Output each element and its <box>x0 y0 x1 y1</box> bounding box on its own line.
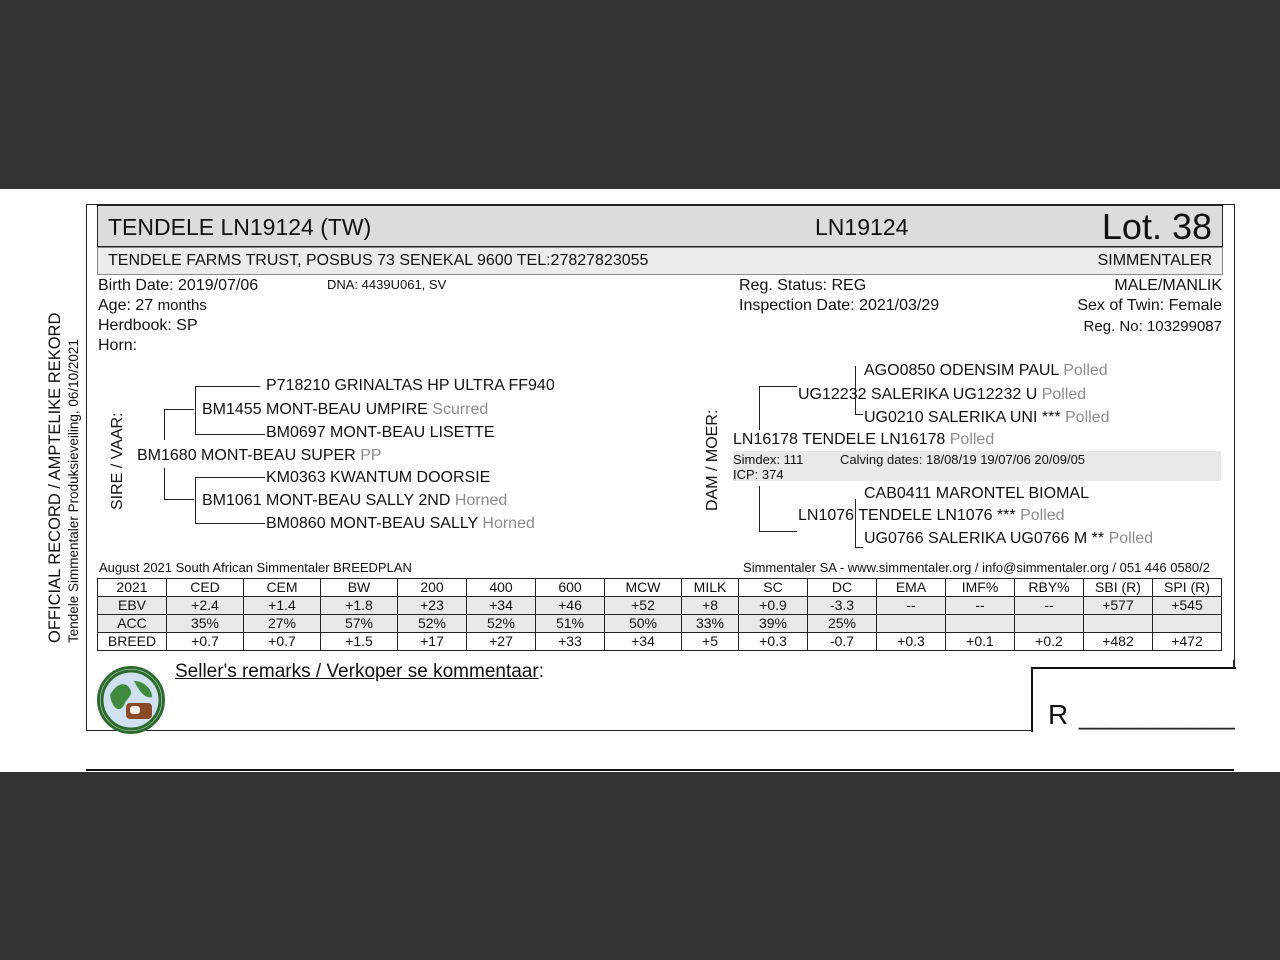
icp: ICP: 374 <box>733 467 784 482</box>
age-value: Age: 27 <box>98 297 154 314</box>
sire-gs1: BM1455 MONT-BEAU UMPIRE Scurred <box>202 401 489 418</box>
ebv-cell: 51% <box>536 615 605 633</box>
ebv-row <box>98 633 1222 651</box>
dam-gs1: UG12232 SALERIKA UG12232 U Polled <box>798 386 1087 403</box>
ebv-row-label: EBV <box>98 597 167 615</box>
ebv-cell: -0.7 <box>808 633 877 651</box>
ebv-cell: +577 <box>1084 597 1153 615</box>
ebv-cell: +0.3 <box>739 633 808 651</box>
bottom-rule <box>86 769 1234 771</box>
dam-ggd1: UG0210 SALERIKA UNI *** Polled <box>864 409 1110 426</box>
ebv-cell: 35% <box>167 615 244 633</box>
ebv-column-header: MCW <box>605 579 682 597</box>
title-bar <box>97 205 1223 247</box>
ebv-column-header: DC <box>808 579 877 597</box>
ebv-column-header: EMA <box>877 579 946 597</box>
breed-label: SIMMENTALER <box>1097 252 1212 269</box>
sellers-remarks-label: Seller's remarks / Verkoper se kommentaar: <box>175 661 544 682</box>
ebv-row <box>98 615 1222 633</box>
ebv-cell: +472 <box>1153 633 1222 651</box>
ebv-cell: +46 <box>536 597 605 615</box>
ebv-column-header: 200 <box>398 579 467 597</box>
dam-label: DAM / MOER: <box>704 409 721 511</box>
ebv-cell: +23 <box>398 597 467 615</box>
ebv-row-label: ACC <box>98 615 167 633</box>
ebv-cell: +33 <box>536 633 605 651</box>
ebv-cell <box>877 615 946 633</box>
ebv-column-header: SBI (R) <box>1084 579 1153 597</box>
ebv-cell <box>1015 615 1084 633</box>
ebv-table <box>97 578 1222 651</box>
birth-date: Birth Date: 2019/07/06 <box>98 277 259 294</box>
ebv-cell: 25% <box>808 615 877 633</box>
ebv-cell: 39% <box>739 615 808 633</box>
dam-ggs1: AGO0850 ODENSIM PAUL Polled <box>864 362 1108 379</box>
sire-ggd2: BM0860 MONT-BEAU SALLY Horned <box>266 515 535 532</box>
sire-ggs2: KM0363 KWANTUM DOORSIE <box>266 469 491 486</box>
ebv-row-label: BREED <box>98 633 167 651</box>
ebv-cell: +52 <box>605 597 682 615</box>
lot-sheet <box>0 189 1280 772</box>
ebv-cell: +17 <box>398 633 467 651</box>
ebv-column-header: 600 <box>536 579 605 597</box>
animal-reg-id: LN19124 <box>815 214 909 240</box>
simmentaler-logo <box>97 666 165 734</box>
ebv-cell <box>1153 615 1222 633</box>
horn: Horn: <box>98 337 138 354</box>
ebv-cell: +34 <box>467 597 536 615</box>
animal-name: TENDELE LN19124 (TW) <box>108 214 372 240</box>
ebv-cell: +1.4 <box>244 597 321 615</box>
sire-gd1: BM1061 MONT-BEAU SALLY 2ND Horned <box>202 492 508 509</box>
ebv-cell: +482 <box>1084 633 1153 651</box>
ebv-cell: 52% <box>467 615 536 633</box>
lot-number: Lot. 38 <box>1101 206 1212 247</box>
dam-gd1: LN1076 TENDELE LN1076 *** Polled <box>798 507 1065 524</box>
sire-name: BM1680 MONT-BEAU SUPER PP <box>137 447 382 464</box>
price-box <box>1031 667 1236 732</box>
animal-card <box>86 204 1235 731</box>
owner-info: TENDELE FARMS TRUST, POSBUS 73 SENEKAL 9600 TEL:27827823055 <box>108 252 649 269</box>
ebv-cell: 27% <box>244 615 321 633</box>
ebv-cell <box>1084 615 1153 633</box>
ebv-column-header: CEM <box>244 579 321 597</box>
dna-info: DNA: 4439U061, SV <box>327 277 447 292</box>
ebv-cell: -- <box>877 597 946 615</box>
age <box>98 297 207 315</box>
ebv-cell: -- <box>946 597 1015 615</box>
ebv-cell: +5 <box>682 633 739 651</box>
sire-ggd1: BM0697 MONT-BEAU LISETTE <box>266 424 495 441</box>
dam-name: LN16178 TENDELE LN16178 Polled <box>733 431 995 448</box>
auction-name-label: Tendele Simmentaler Produksieveiling, 06/10/2021 <box>66 339 81 643</box>
ebv-cell: +0.9 <box>739 597 808 615</box>
simdex: Simdex: 111 <box>733 452 804 467</box>
ebv-column-header: CED <box>167 579 244 597</box>
ebv-row <box>98 597 1222 615</box>
ebv-cell: +0.2 <box>1015 633 1084 651</box>
ebv-column-header: RBY% <box>1015 579 1084 597</box>
ebv-cell: +8 <box>682 597 739 615</box>
ebv-column-header: BW <box>321 579 398 597</box>
ebv-cell: +1.8 <box>321 597 398 615</box>
ebv-cell: 50% <box>605 615 682 633</box>
breedplan-source: August 2021 South African Simmentaler BREEDPLAN <box>99 560 412 575</box>
ebv-cell: 57% <box>321 615 398 633</box>
dam-ggs2: CAB0411 MARONTEL BIOMAL <box>864 485 1089 502</box>
ebv-cell: 33% <box>682 615 739 633</box>
inspection-date: Inspection Date: 2021/03/29 <box>739 297 940 314</box>
society-contact: Simmentaler SA - www.simmentaler.org / info@simmentaler.org / 051 446 0580/2 <box>743 560 1210 575</box>
ebv-cell: -3.3 <box>808 597 877 615</box>
twin-sex: Sex of Twin: Female <box>1077 297 1222 314</box>
registration-number: Reg. No: 103299087 <box>1083 318 1222 335</box>
ebv-row <box>98 579 1222 597</box>
owner-bar <box>97 247 1223 275</box>
price-blank: __________ <box>1079 699 1235 730</box>
ebv-cell: +0.3 <box>877 633 946 651</box>
calving-dates: Calving dates: 18/08/19 19/07/06 20/09/05 <box>840 452 1086 467</box>
ebv-cell: +0.1 <box>946 633 1015 651</box>
ebv-cell: -- <box>1015 597 1084 615</box>
ebv-column-header: IMF% <box>946 579 1015 597</box>
reg-status: Reg. Status: REG <box>739 277 867 294</box>
ebv-column-header: SC <box>739 579 808 597</box>
ebv-cell: +545 <box>1153 597 1222 615</box>
sex: MALE/MANLIK <box>1114 277 1222 294</box>
ebv-cell: +2.4 <box>167 597 244 615</box>
price-currency: R <box>1048 699 1069 730</box>
ebv-column-header: SPI (R) <box>1153 579 1222 597</box>
sire-ggs1: P718210 GRINALTAS HP ULTRA FF940 <box>266 377 555 394</box>
dam-ggd2: UG0766 SALERIKA UG0766 M ** Polled <box>864 530 1154 547</box>
ebv-row-label: 2021 <box>98 579 167 597</box>
ebv-cell: +1.5 <box>321 633 398 651</box>
ebv-cell: 52% <box>398 615 467 633</box>
herdbook: Herdbook: SP <box>98 317 198 334</box>
ebv-cell <box>946 615 1015 633</box>
ebv-cell: +0.7 <box>244 633 321 651</box>
ebv-cell: +34 <box>605 633 682 651</box>
ebv-column-header: 400 <box>467 579 536 597</box>
sire-label: SIRE / VAAR: <box>109 412 126 510</box>
ebv-cell: +0.7 <box>167 633 244 651</box>
ebv-cell: +27 <box>467 633 536 651</box>
age-unit: months <box>157 297 207 314</box>
official-record-label: OFFICIAL RECORD / AMPTELIKE REKORD <box>46 312 64 643</box>
ebv-column-header: MILK <box>682 579 739 597</box>
